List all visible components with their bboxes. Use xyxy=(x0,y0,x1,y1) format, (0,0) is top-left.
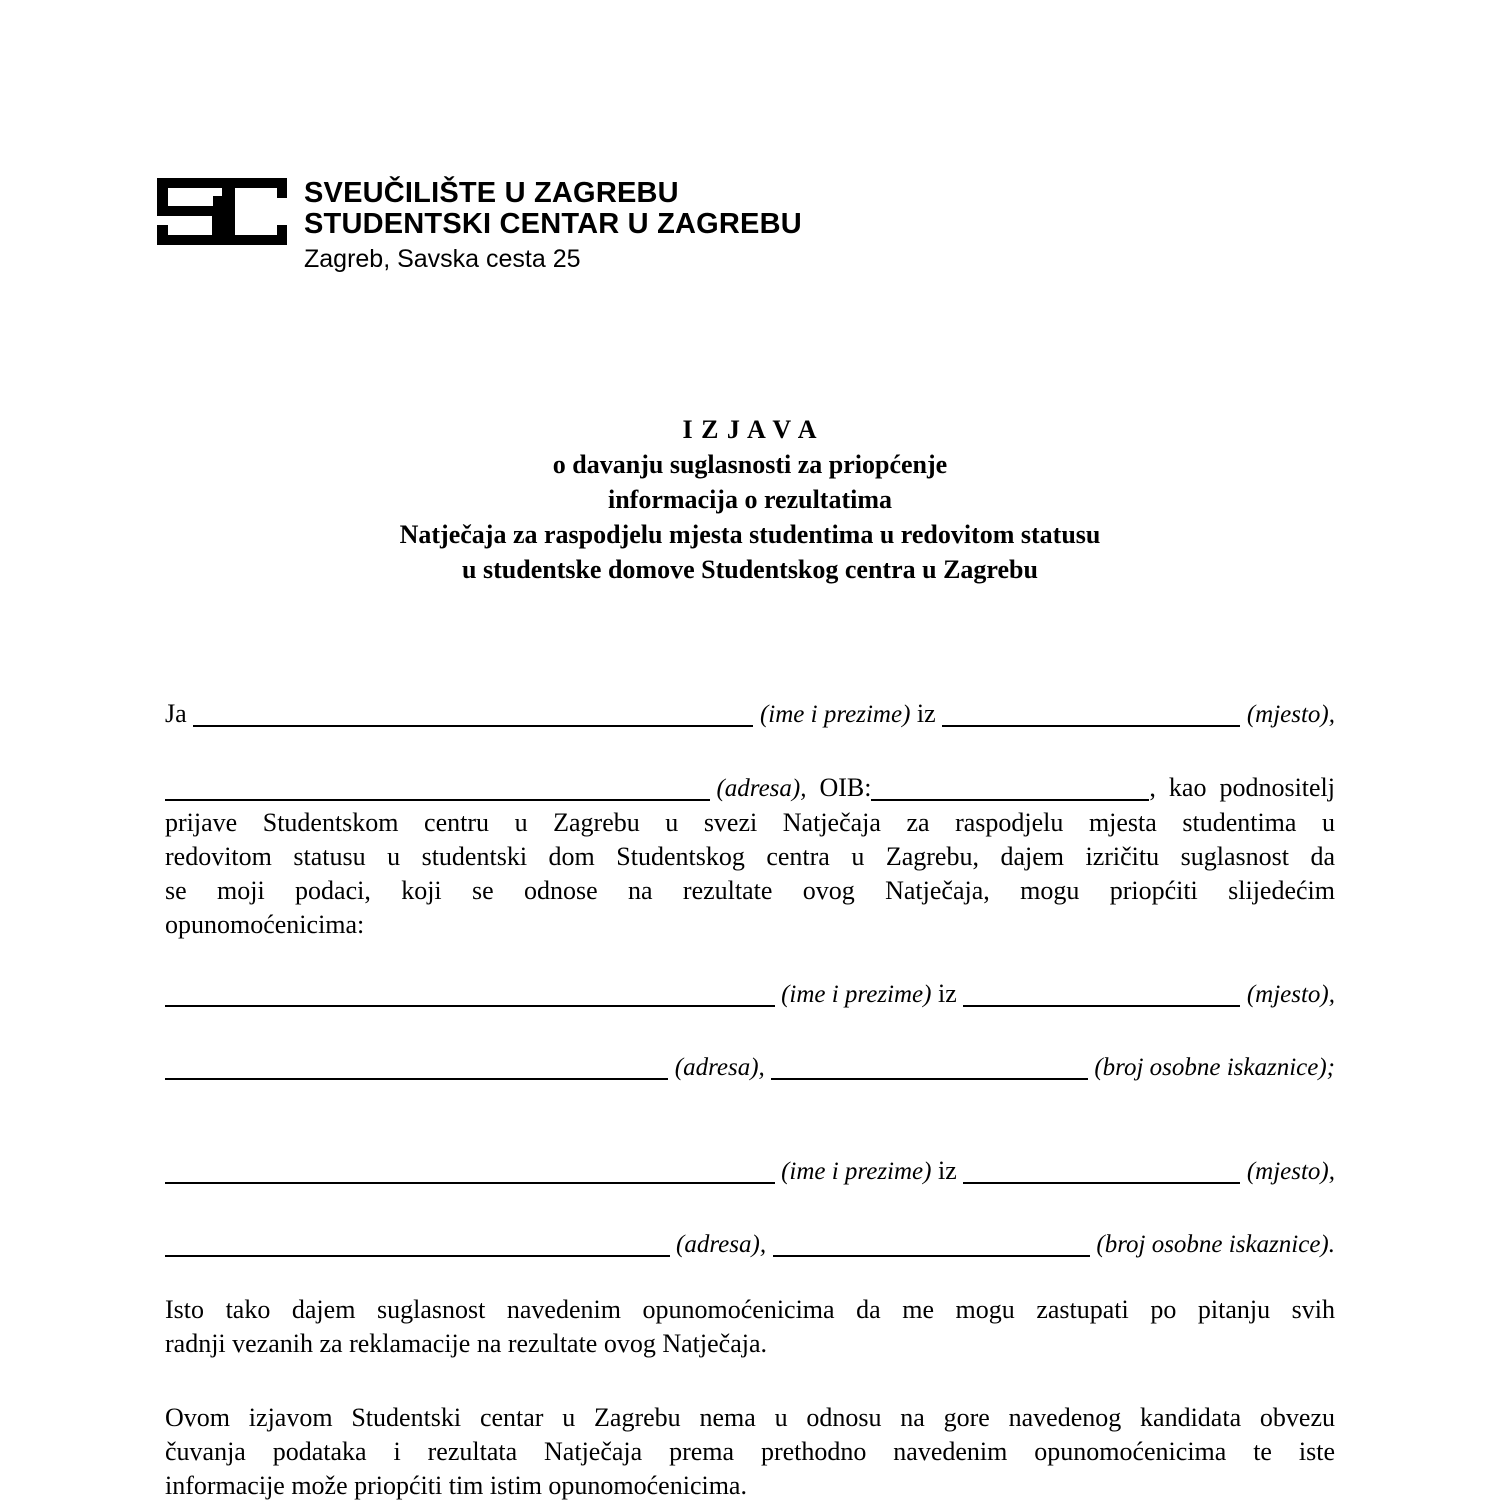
blank-underline xyxy=(165,1182,775,1184)
form-field-label: (broj osobne iskaznice); xyxy=(1094,1054,1335,1081)
blank-underline xyxy=(165,1078,668,1080)
form-row-declarant-address-oib xyxy=(165,771,1335,806)
form-field-label: (ime i prezime) xyxy=(759,701,911,728)
paragraph-intro-text xyxy=(165,806,1335,942)
form-row-proxy2-address xyxy=(165,1227,1335,1262)
blank-underline xyxy=(773,1255,1090,1257)
blank-underline xyxy=(963,1005,1240,1007)
paragraph-line: informacije može priopćiti tim istim opunomoćenicima. xyxy=(165,1471,747,1500)
paragraph-line: u studentske domove Studentskog centra u Zagrebu xyxy=(462,555,1038,584)
blank-underline xyxy=(771,1078,1088,1080)
form-field-label: (adresa), xyxy=(674,1054,765,1081)
form-row-declarant-name xyxy=(165,697,1335,732)
blank-underline xyxy=(871,799,1149,801)
blank-underline xyxy=(963,1182,1240,1184)
paragraph-intro xyxy=(165,771,1335,942)
form-row-proxy1-name xyxy=(165,977,1335,1012)
form-row-proxy2-name xyxy=(165,1154,1335,1189)
form-field-label: (mjesto), xyxy=(1246,981,1335,1008)
document-title: I Z J A V A xyxy=(682,415,818,444)
form-field-label: (mjesto), xyxy=(1246,701,1335,728)
form-text: iz xyxy=(910,699,943,728)
letterhead xyxy=(157,0,1335,273)
paragraph-line: čuvanja podataka i rezultata Natječaja prema prethodno navedenim opunomoćenicima te iste xyxy=(165,1437,1335,1466)
sc-logo-icon xyxy=(157,178,287,245)
document-title-block xyxy=(165,412,1335,587)
form-text: Ja xyxy=(165,699,194,728)
form-row-proxy1-address xyxy=(165,1050,1335,1085)
form-field-label: (adresa), xyxy=(676,1231,767,1258)
paragraph-line: redovitom statusu u studentski dom Studentskog centra u Zagrebu, dajem izričitu suglasnost da xyxy=(165,842,1335,871)
blank-underline xyxy=(193,725,753,727)
paragraph-line: se moji podaci, koji se odnose na rezultate ovog Natječaja, mogu priopćiti slijedećim xyxy=(165,876,1335,905)
paragraph-line: Ovom izjavom Studentski centar u Zagrebu nema u odnosu na gore navedenog kandidata obvezu xyxy=(165,1403,1335,1432)
blank-underline xyxy=(165,799,710,801)
form-field-label: (mjesto), xyxy=(1246,1158,1335,1185)
blank-underline xyxy=(165,1005,775,1007)
form-text: iz xyxy=(931,1156,964,1185)
org-block xyxy=(304,178,802,273)
form-field-label: (adresa), xyxy=(716,775,807,802)
form-field-label: (broj osobne iskaznice). xyxy=(1096,1231,1335,1258)
document-page xyxy=(165,0,1335,1500)
document-subtitle xyxy=(165,447,1335,587)
org-name-student-centre: STUDENTSKI CENTAR U ZAGREBU xyxy=(304,208,802,240)
form-text: OIB: xyxy=(806,773,872,802)
paragraph-line: o davanju suglasnosti za priopćenje xyxy=(552,450,948,479)
form-field-label: (ime i prezime) xyxy=(781,981,932,1008)
paragraph-line: Natječaja za raspodjelu mjesta studentima u redovitom statusu xyxy=(399,520,1101,549)
paragraph-line: informacija o rezultatima xyxy=(608,485,892,514)
paragraph-disclaimer xyxy=(165,1401,1335,1500)
org-address: Zagreb, Savska cesta 25 xyxy=(304,245,581,273)
paragraph-line: Isto tako dajem suglasnost navedenim opunomoćenicima da me mogu zastupati po pitanju svih xyxy=(165,1295,1335,1324)
paragraph-line: opunomoćenicima: xyxy=(165,910,365,939)
paragraph-representation xyxy=(165,1293,1335,1361)
form-text: , kao podnositelj xyxy=(1149,773,1335,802)
form-field-label: (ime i prezime) xyxy=(781,1158,932,1185)
form-text: iz xyxy=(931,979,964,1008)
blank-underline xyxy=(165,1255,670,1257)
org-name-university: SVEUČILIŠTE U ZAGREBU xyxy=(304,177,679,209)
paragraph-line: prijave Studentskom centru u Zagrebu u svezi Natječaja za raspodjelu mjesta studentima u xyxy=(165,808,1335,837)
paragraph-line: radnji vezanih za reklamacije na rezultate ovog Natječaja. xyxy=(165,1329,767,1358)
blank-underline xyxy=(942,725,1240,727)
